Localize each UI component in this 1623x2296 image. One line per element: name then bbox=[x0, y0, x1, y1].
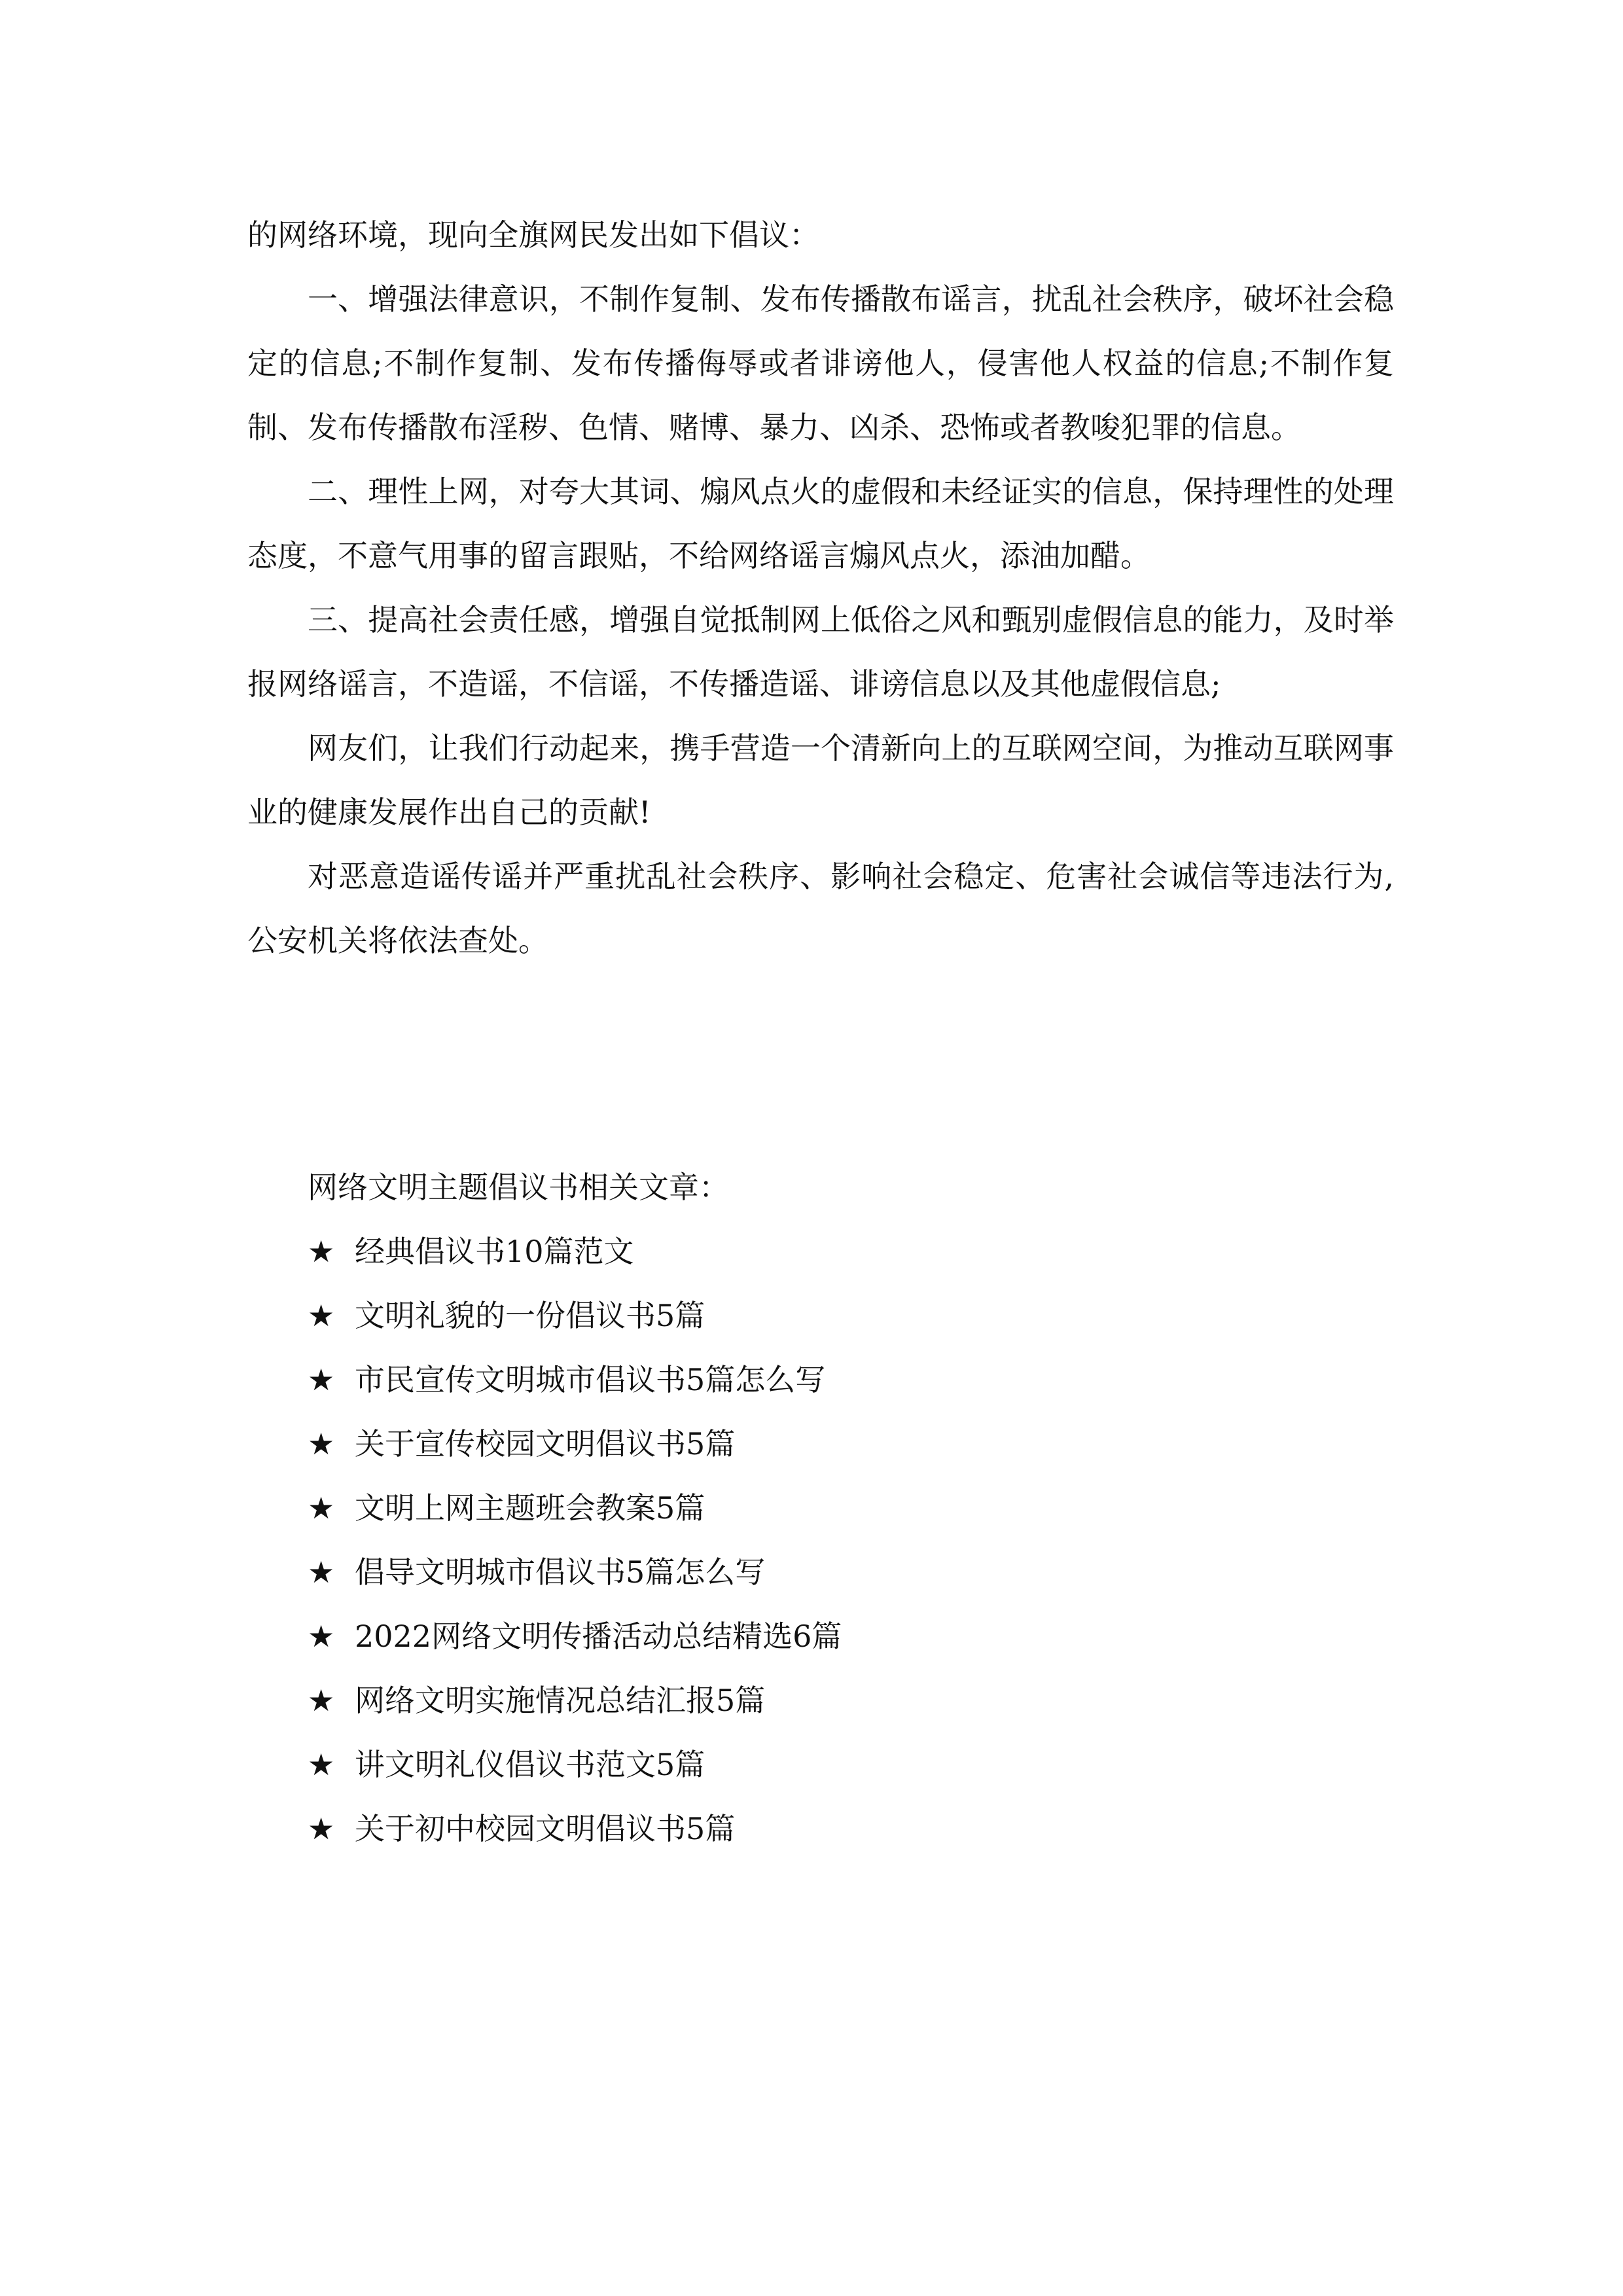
related-articles-list bbox=[308, 1219, 1355, 1861]
star-icon: ★ bbox=[308, 1554, 335, 1590]
paragraph-intro-continuation: 的网络环境，现向全旗网民发出如下倡议： bbox=[247, 217, 819, 253]
paragraph-proposal-2: 二、理性上网，对夸大其词、煽风点火的虚假和未经证实的信息，保持理性的处理态度，不意气用事的留言跟贴，不给网络谣言煽风点火，添油加醋。 bbox=[247, 474, 1394, 573]
related-article-link[interactable]: 2022网络文明传播活动总结精选6篇 bbox=[355, 1619, 842, 1654]
related-article-link[interactable]: 市民宣传文明城市倡议书5篇怎么写 bbox=[355, 1362, 826, 1397]
paragraph-proposal-1: 一、增强法律意识，不制作复制、发布传播散布谣言，扰乱社会秩序，破坏社会稳定的信息;不制作复制、发布传播侮辱或者诽谤他人，侵害他人权益的信息;不制作复制、发布传播散布淫秽、色情、赌博、暴力、凶杀、恐怖或者教唆犯罪的信息。 bbox=[247, 281, 1394, 445]
related-article-link[interactable]: 经典倡议书10篇范文 bbox=[355, 1234, 634, 1269]
related-article-item[interactable] bbox=[308, 1412, 1355, 1476]
related-articles bbox=[308, 1155, 1355, 1861]
related-article-link[interactable]: 文明上网主题班会教案5篇 bbox=[355, 1490, 705, 1526]
star-icon: ★ bbox=[308, 1362, 335, 1397]
document-body bbox=[247, 203, 1394, 973]
star-icon: ★ bbox=[308, 1234, 335, 1269]
related-article-item[interactable] bbox=[308, 1348, 1355, 1412]
paragraph-proposal-3: 三、提高社会责任感，增强自觉抵制网上低俗之风和甄别虚假信息的能力，及时举报网络谣言，不造谣，不信谣，不传播造谣、诽谤信息以及其他虚假信息; bbox=[247, 602, 1394, 702]
related-article-item[interactable] bbox=[308, 1732, 1355, 1797]
star-icon: ★ bbox=[308, 1747, 335, 1782]
related-article-item[interactable] bbox=[308, 1797, 1355, 1861]
related-article-link[interactable]: 文明礼貌的一份倡议书5篇 bbox=[355, 1298, 705, 1333]
related-article-item[interactable] bbox=[308, 1668, 1355, 1732]
related-articles-heading: 网络文明主题倡议书相关文章： bbox=[308, 1170, 729, 1205]
related-article-link[interactable]: 网络文明实施情况总结汇报5篇 bbox=[355, 1683, 766, 1718]
related-article-link[interactable]: 关于宣传校园文明倡议书5篇 bbox=[355, 1426, 736, 1462]
star-icon: ★ bbox=[308, 1298, 335, 1333]
star-icon: ★ bbox=[308, 1426, 335, 1462]
related-article-item[interactable] bbox=[308, 1540, 1355, 1604]
related-article-item[interactable] bbox=[308, 1283, 1355, 1348]
related-article-item[interactable] bbox=[308, 1476, 1355, 1540]
star-icon: ★ bbox=[308, 1490, 335, 1526]
related-article-item[interactable] bbox=[308, 1219, 1355, 1283]
star-icon: ★ bbox=[308, 1811, 335, 1846]
paragraph-call-to-action: 网友们，让我们行动起来，携手营造一个清新向上的互联网空间，为推动互联网事业的健康发展作出自己的贡献! bbox=[247, 730, 1394, 830]
star-icon: ★ bbox=[308, 1683, 335, 1718]
related-article-link[interactable]: 讲文明礼仪倡议书范文5篇 bbox=[355, 1747, 705, 1782]
related-article-link[interactable]: 倡导文明城市倡议书5篇怎么写 bbox=[355, 1554, 766, 1590]
star-icon: ★ bbox=[308, 1619, 335, 1654]
related-article-link[interactable]: 关于初中校园文明倡议书5篇 bbox=[355, 1811, 736, 1846]
related-article-item[interactable] bbox=[308, 1604, 1355, 1668]
paragraph-legal-notice: 对恶意造谣传谣并严重扰乱社会秩序、影响社会稳定、危害社会诚信等违法行为,公安机关将依法查处。 bbox=[247, 859, 1394, 958]
